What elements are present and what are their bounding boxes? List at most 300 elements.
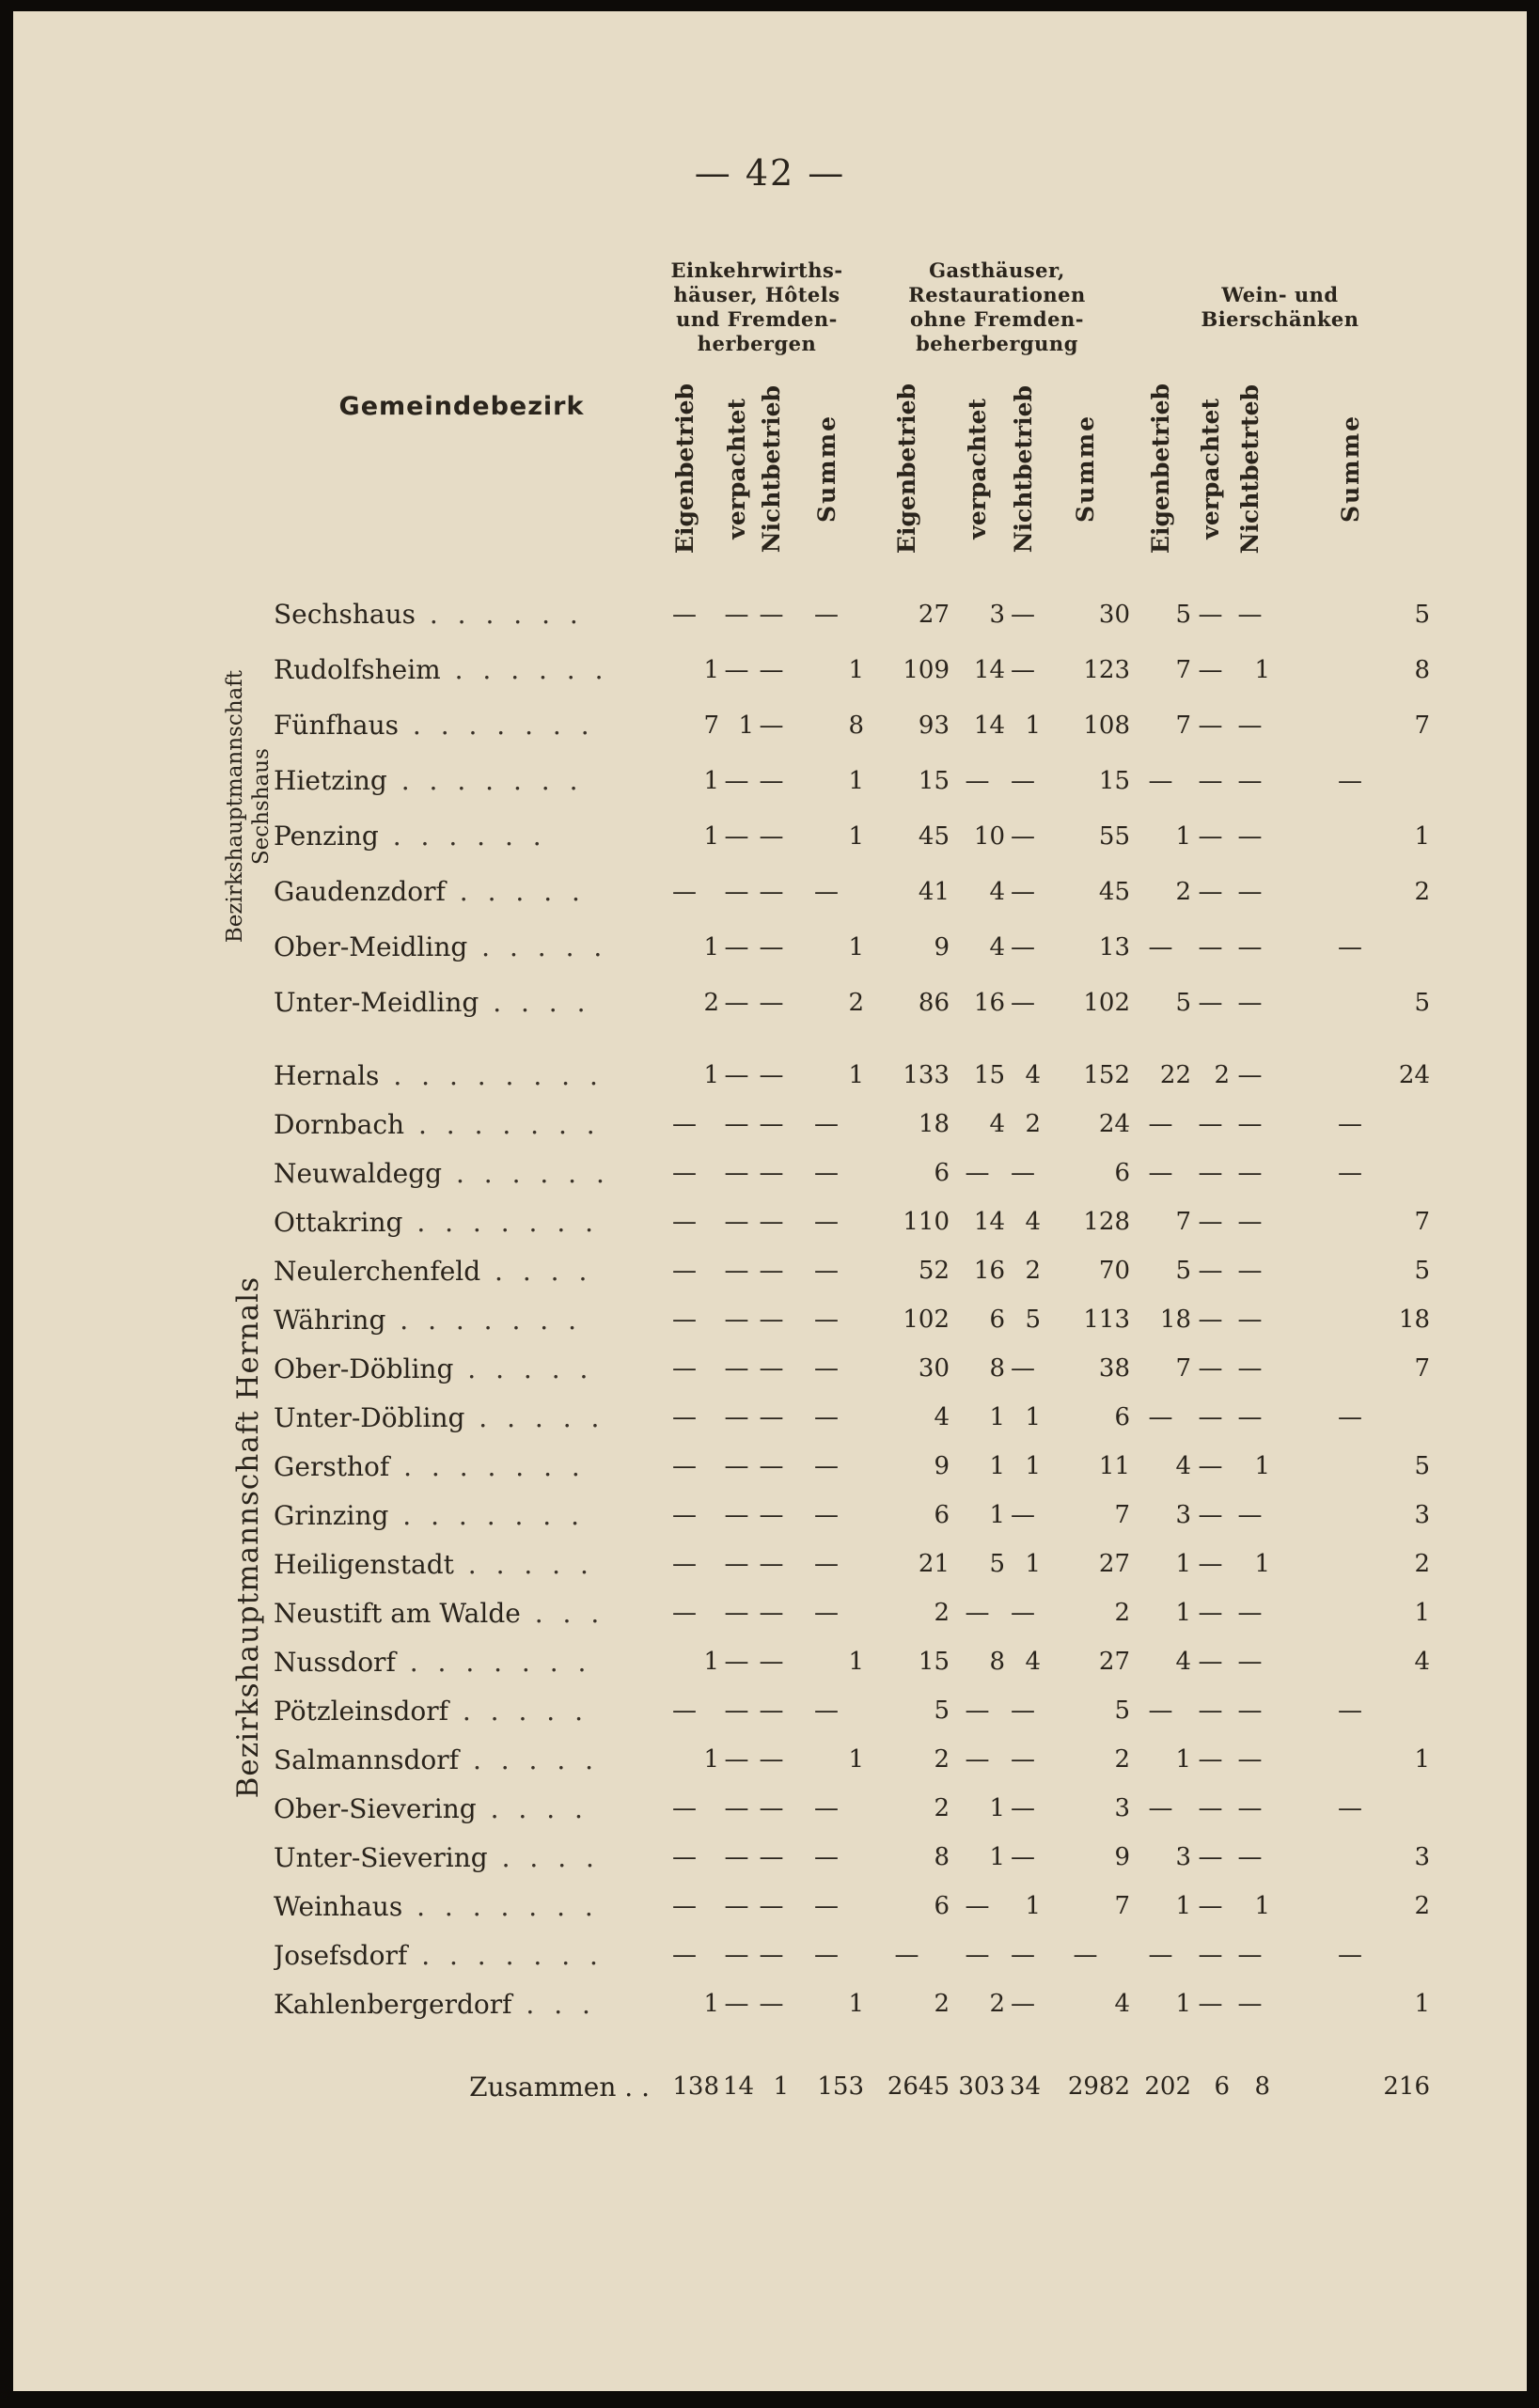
value-cell: 1 [1175, 1550, 1191, 1578]
value-cell: — [1011, 932, 1035, 962]
sum-rule-cell [1005, 2028, 1041, 2053]
value-cell: 15 [918, 766, 950, 795]
value-cell: 1 [703, 1648, 719, 1676]
table-row [222, 1784, 1430, 1833]
gemeinde-name-text: Unter-Sievering [274, 1841, 488, 1873]
col-header-text: Summe [1336, 414, 1364, 524]
value-cell: — [1011, 1599, 1035, 1627]
value-cell: — [965, 1892, 990, 1920]
value-cell: — [814, 1110, 839, 1138]
value-cell: 7 [1114, 1892, 1130, 1920]
table-row [222, 864, 1430, 919]
col-header-text: Nichtbetrteb [1236, 383, 1264, 555]
value-cell: 16 [973, 988, 1005, 1017]
value-cell: 1 [703, 1990, 719, 2018]
table-row [222, 1149, 1430, 1197]
value-cell: 1 [1175, 1745, 1191, 1774]
value-cell: — [1148, 1159, 1173, 1187]
gemeinde-name [274, 1686, 650, 1735]
value-cell: — [1237, 711, 1263, 740]
gemeinde-name-text: Unter-Döbling [274, 1401, 465, 1433]
col-header [950, 372, 1005, 570]
value-cell: — [1338, 1794, 1362, 1822]
sum-rule-cell [864, 2028, 950, 2053]
value-cell: — [1338, 1403, 1362, 1431]
value-cell: 4 [1175, 1648, 1191, 1676]
value-cell: — [1237, 877, 1263, 906]
value-cell: — [1148, 1697, 1173, 1725]
value-cell: — [1011, 600, 1035, 629]
value-cell: — [1198, 1794, 1223, 1822]
value-cell: 30 [918, 1354, 950, 1383]
gemeinde-name-text: Neulerchenfeld [274, 1255, 481, 1287]
gemeinde-name [274, 1540, 650, 1588]
value-cell: 4 [989, 932, 1005, 962]
value-cell: — [1237, 1843, 1263, 1871]
value-cell: 1 [1254, 655, 1270, 684]
value-cell: 2 [848, 988, 864, 1017]
value-cell: — [1237, 1354, 1263, 1383]
gemeinde-name-text: Gaudenzdorf [274, 876, 446, 907]
value-cell: 4 [1025, 1061, 1041, 1089]
value-cell: — [1011, 988, 1035, 1017]
value-cell: 11 [1098, 1452, 1130, 1480]
value-cell: 2 [1175, 877, 1191, 906]
value-cell: — [724, 1941, 749, 1969]
col-header [1270, 372, 1430, 570]
value-cell: — [1237, 1501, 1263, 1529]
value-cell: — [1011, 1159, 1035, 1187]
col-header [789, 372, 864, 570]
value-cell: 4 [1114, 1990, 1130, 2018]
value-cell: — [672, 1452, 697, 1480]
value-cell: 45 [1098, 877, 1130, 906]
value-cell: — [759, 1501, 784, 1529]
value-cell: — [759, 1843, 784, 1871]
group-line: und Fremden- [676, 307, 838, 331]
value-cell: — [1237, 821, 1263, 851]
value-cell: 8 [1254, 2072, 1270, 2101]
gemeinde-name-text: Ober-Meidling [274, 931, 468, 962]
gemeinde-name [274, 1882, 650, 1931]
value-cell: 153 [817, 2072, 864, 2101]
value-cell: 1 [1254, 1550, 1270, 1578]
gemeinde-name [274, 1149, 650, 1197]
group-line: Gasthäuser, [929, 258, 1065, 282]
value-cell: 15 [918, 1648, 950, 1676]
value-cell: 152 [1083, 1061, 1130, 1089]
sum-rule-cell [1041, 2028, 1130, 2053]
value-cell: 22 [1159, 1061, 1191, 1089]
value-cell: 202 [1144, 2072, 1191, 2101]
value-cell: — [724, 600, 749, 629]
value-cell: — [1338, 932, 1362, 962]
value-cell: — [672, 1306, 697, 1334]
value-cell: — [1237, 766, 1263, 795]
value-cell: 1 [1414, 1745, 1430, 1774]
value-cell: 7 [1114, 1501, 1130, 1529]
value-cell: 6 [934, 1159, 950, 1187]
value-cell: 18 [1159, 1306, 1191, 1334]
district-text [230, 1276, 265, 1799]
value-cell: — [814, 1208, 839, 1236]
value-cell: 16 [973, 1257, 1005, 1285]
value-cell: 1 [1025, 1452, 1041, 1480]
dot-leader: . . . . . . . [385, 1304, 582, 1336]
value-cell: — [672, 1697, 697, 1725]
value-cell: 7 [1414, 1354, 1430, 1383]
gemeinde-name [274, 1833, 650, 1882]
value-cell: 128 [1083, 1208, 1130, 1236]
value-cell: — [672, 1501, 697, 1529]
value-cell: 109 [903, 655, 950, 684]
section-break-row [222, 1030, 1430, 1051]
value-cell: — [1011, 1745, 1035, 1774]
dot-leader: . . . . . [453, 1353, 594, 1384]
col-header-text: verpachtet [964, 399, 991, 539]
value-cell: 1 [703, 655, 719, 684]
end-cell [719, 2120, 754, 2158]
value-cell: — [1198, 1159, 1223, 1187]
col-header [650, 372, 719, 570]
value-cell: — [759, 1550, 784, 1578]
value-cell: 8 [848, 711, 864, 740]
gemeinde-name-text: Nussdorf [274, 1646, 396, 1678]
gemeinde-name [274, 1735, 650, 1784]
value-cell: 24 [1098, 1110, 1130, 1138]
sum-rule-cell [650, 2028, 719, 2053]
group-line: herbergen [697, 332, 817, 355]
value-cell: 1 [989, 1794, 1005, 1822]
value-cell: — [1198, 1843, 1223, 1871]
value-cell: — [759, 1648, 784, 1676]
value-cell: — [759, 1892, 784, 1920]
dot-leader: . . . . . . . [407, 1939, 604, 1971]
table-row [222, 1393, 1430, 1442]
dot-leader: . . . [511, 1988, 596, 2020]
table-row [222, 1637, 1430, 1686]
value-cell: 7 [1175, 1354, 1191, 1383]
value-cell: — [1011, 1354, 1035, 1383]
header-corner [222, 242, 274, 570]
dot-leader: . . . . . . [378, 821, 547, 852]
statistics-table [222, 235, 1430, 2158]
dot-leader: . . . . . . [415, 599, 584, 630]
value-cell: — [965, 1599, 990, 1627]
value-cell: — [759, 1306, 784, 1334]
value-cell: — [672, 1599, 697, 1627]
gemeinde-name-text: Hietzing [274, 765, 387, 796]
sum-rule-cell [719, 2028, 754, 2053]
end-cell [1230, 2120, 1270, 2158]
value-cell: — [1198, 600, 1223, 629]
value-cell: — [672, 1159, 697, 1187]
value-cell: — [814, 1843, 839, 1871]
value-cell: 4 [1175, 1452, 1191, 1480]
dot-leader: . . . . . . . [386, 765, 584, 796]
value-cell: 133 [903, 1061, 950, 1089]
gemeinde-name-text: Neustift am Walde [274, 1597, 521, 1629]
value-cell: — [724, 877, 749, 906]
value-cell: — [724, 1697, 749, 1725]
value-cell: 6 [934, 1501, 950, 1529]
dot-leader: . . . . [479, 987, 591, 1018]
district-line: Bezirkshauptmannschaft [223, 669, 247, 944]
value-cell: 8 [1414, 655, 1430, 684]
value-cell: — [724, 1354, 749, 1383]
value-cell: — [1237, 1648, 1263, 1676]
value-cell: 2 [1025, 1257, 1041, 1285]
value-cell: 1 [1025, 1550, 1041, 1578]
value-cell: 5 [1414, 1452, 1430, 1480]
value-cell: 9 [1114, 1843, 1130, 1871]
value-cell: — [1011, 1697, 1035, 1725]
dot-leader: . . . . . . . [402, 1206, 600, 1238]
table-row [222, 1686, 1430, 1735]
value-cell: — [1237, 1403, 1263, 1431]
value-cell: 1 [1175, 821, 1191, 851]
group-line: häuser, Hôtels [673, 283, 840, 306]
value-cell: — [672, 1208, 697, 1236]
value-cell: 2 [934, 1745, 950, 1774]
dot-leader: . . . . . [459, 1743, 600, 1775]
value-cell: 52 [918, 1257, 950, 1285]
table-row [222, 1246, 1430, 1295]
value-cell: 1 [1175, 1990, 1191, 2018]
value-cell: 4 [934, 1403, 950, 1431]
gemeinde-name-text: Salmannsdorf [274, 1743, 460, 1775]
dot-leader: . . . . . [445, 876, 586, 907]
value-cell: — [724, 1648, 749, 1676]
district-line: Bezirkshauptmannschaft Hernals [230, 1276, 265, 1799]
value-cell: 7 [1175, 711, 1191, 740]
value-cell: 5 [1114, 1697, 1130, 1725]
table-row [222, 753, 1430, 808]
value-cell: — [814, 1941, 839, 1969]
value-cell: 7 [1175, 1208, 1191, 1236]
value-cell: — [965, 1941, 990, 1969]
value-cell: — [1338, 1697, 1362, 1725]
end-cell [1005, 2120, 1041, 2158]
value-cell: — [1011, 1941, 1035, 1969]
value-cell: 1 [703, 821, 719, 851]
value-cell: — [759, 1110, 784, 1138]
value-cell: 3 [989, 600, 1005, 629]
value-cell: 4 [1025, 1648, 1041, 1676]
value-cell: 1 [1414, 1990, 1430, 2018]
value-cell: 1 [1175, 1892, 1191, 1920]
gemeinde-name [274, 586, 650, 642]
value-cell: — [672, 1843, 697, 1871]
total-row [222, 2053, 1430, 2120]
value-cell: 5 [1414, 1257, 1430, 1285]
value-cell: — [724, 1208, 749, 1236]
value-cell: 2 [1114, 1599, 1130, 1627]
value-cell: 86 [918, 988, 950, 1017]
gemeinde-name-text: Dornbach [274, 1108, 405, 1140]
value-cell: — [1198, 1648, 1223, 1676]
value-cell: 3 [1175, 1501, 1191, 1529]
value-cell: — [672, 1257, 697, 1285]
value-cell: 1 [1414, 821, 1430, 851]
end-cell [650, 2120, 719, 2158]
value-cell: — [814, 600, 839, 629]
value-cell: 2 [703, 988, 719, 1017]
value-cell: 2 [989, 1990, 1005, 2018]
gemeinde-name [274, 1197, 650, 1246]
value-cell: — [814, 877, 839, 906]
table-row [222, 697, 1430, 753]
end-cell [1191, 2120, 1230, 2158]
value-cell: — [759, 877, 784, 906]
table-row [222, 1442, 1430, 1491]
value-cell: 6 [1114, 1159, 1130, 1187]
value-cell: — [1237, 1257, 1263, 1285]
value-cell: 2 [1025, 1110, 1041, 1138]
gemeinde-name [274, 1637, 650, 1686]
value-cell: 14 [973, 1208, 1005, 1236]
value-cell: — [1198, 1550, 1223, 1578]
end-cell [1270, 2120, 1430, 2158]
value-cell: 1 [773, 2072, 789, 2101]
value-cell: — [724, 655, 749, 684]
value-cell: — [759, 1794, 784, 1822]
value-cell: 1 [848, 932, 864, 962]
col-header [719, 372, 754, 570]
value-cell: — [724, 1745, 749, 1774]
value-cell: — [759, 711, 784, 740]
value-cell: 6 [1114, 1403, 1130, 1431]
gemeinde-name-text: Heiligenstadt [274, 1548, 454, 1580]
dot-leader: . . . . . . [442, 1157, 610, 1189]
col-header [1041, 372, 1130, 570]
end-cell [864, 2120, 950, 2158]
table-row [222, 1540, 1430, 1588]
value-cell: 4 [989, 1110, 1005, 1138]
value-cell: — [759, 1208, 784, 1236]
value-cell: 38 [1098, 1354, 1130, 1383]
value-cell: 2 [1114, 1745, 1130, 1774]
value-cell: — [1338, 1110, 1362, 1138]
value-cell: — [1198, 932, 1223, 962]
header-gap-row [222, 570, 1430, 586]
value-cell: — [759, 1697, 784, 1725]
sum-rule-cell [1230, 2028, 1270, 2053]
value-cell: — [1237, 1061, 1263, 1089]
value-cell: 1 [989, 1501, 1005, 1529]
page [13, 11, 1527, 2391]
value-cell: — [759, 1599, 784, 1627]
sum-rule-cell [1270, 2028, 1430, 2053]
value-cell: 45 [918, 821, 950, 851]
dot-leader: . . . . . [467, 931, 608, 962]
value-cell: 3 [1414, 1501, 1430, 1529]
value-cell: — [1198, 1110, 1223, 1138]
table-row [222, 1100, 1430, 1149]
value-cell: — [724, 1110, 749, 1138]
value-cell: — [1338, 1941, 1362, 1969]
gemeinde-name [274, 1051, 650, 1100]
value-cell: — [1198, 1403, 1223, 1431]
value-cell: 1 [738, 711, 754, 740]
value-cell: 1 [848, 766, 864, 795]
value-cell: 108 [1083, 711, 1130, 740]
page-number: — 42 — [694, 152, 846, 194]
value-cell: 6 [934, 1892, 950, 1920]
value-cell: 14 [722, 2072, 754, 2101]
gemeinde-name [274, 919, 650, 975]
district-label [222, 586, 274, 1030]
value-cell: 1 [989, 1403, 1005, 1431]
value-cell: — [724, 1794, 749, 1822]
value-cell: 4 [1025, 1208, 1041, 1236]
value-cell: 7 [1175, 655, 1191, 684]
gemeinde-name [274, 1246, 650, 1295]
value-cell: — [965, 1745, 990, 1774]
gemeinde-name-text: Ottakring [274, 1206, 403, 1238]
gap-cell [222, 570, 1430, 586]
value-cell: — [1198, 1990, 1223, 2018]
gemeinde-name-text: Grinzing [274, 1499, 389, 1531]
value-cell: 14 [973, 655, 1005, 684]
value-cell: 5 [1175, 1257, 1191, 1285]
dot-leader: . . . . . . . . [379, 1059, 604, 1091]
value-cell: 27 [1098, 1648, 1130, 1676]
end-cell [789, 2120, 864, 2158]
value-cell: 27 [1098, 1550, 1130, 1578]
table-row [222, 642, 1430, 697]
gemeinde-name-text: Hernals [274, 1059, 380, 1091]
header-group-row [222, 242, 1430, 372]
value-cell: — [1011, 1843, 1035, 1871]
end-cell [1041, 2120, 1130, 2158]
col-header [1005, 372, 1041, 570]
gemeinde-name-text: Josefsdorf [274, 1939, 408, 1971]
value-cell: — [1011, 655, 1035, 684]
gemeinde-name [274, 753, 650, 808]
value-cell: — [1148, 766, 1173, 795]
value-cell: 8 [989, 1648, 1005, 1676]
value-cell: — [724, 1892, 749, 1920]
value-cell: 15 [973, 1061, 1005, 1089]
value-cell: — [759, 1452, 784, 1480]
value-cell: — [1148, 1403, 1173, 1431]
col-header-text: Eigenbetrieb [670, 383, 699, 555]
value-cell: — [1338, 1159, 1362, 1187]
value-cell: — [1148, 1794, 1173, 1822]
gemeinde-name [274, 1588, 650, 1637]
value-cell: — [814, 1452, 839, 1480]
value-cell: — [672, 1892, 697, 1920]
end-cell [222, 2120, 274, 2158]
gemeinde-name-text: Pötzleinsdorf [274, 1695, 448, 1727]
value-cell: — [1237, 1990, 1263, 2018]
value-cell: — [1237, 932, 1263, 962]
value-cell: 27 [918, 600, 950, 629]
value-cell: — [759, 1061, 784, 1089]
value-cell: — [759, 1941, 784, 1969]
sum-rule-cell [754, 2028, 789, 2053]
sum-rule-cell [789, 2028, 864, 2053]
gemeinde-name-text: Ober-Döbling [274, 1353, 454, 1384]
sum-rule-cell [274, 2028, 650, 2053]
value-cell: 1 [1025, 1892, 1041, 1920]
value-cell: 13 [1098, 932, 1130, 962]
value-cell: — [1148, 1941, 1173, 1969]
value-cell: 4 [989, 877, 1005, 906]
col-header-text: Summe [812, 414, 840, 524]
table-row [222, 586, 1430, 642]
